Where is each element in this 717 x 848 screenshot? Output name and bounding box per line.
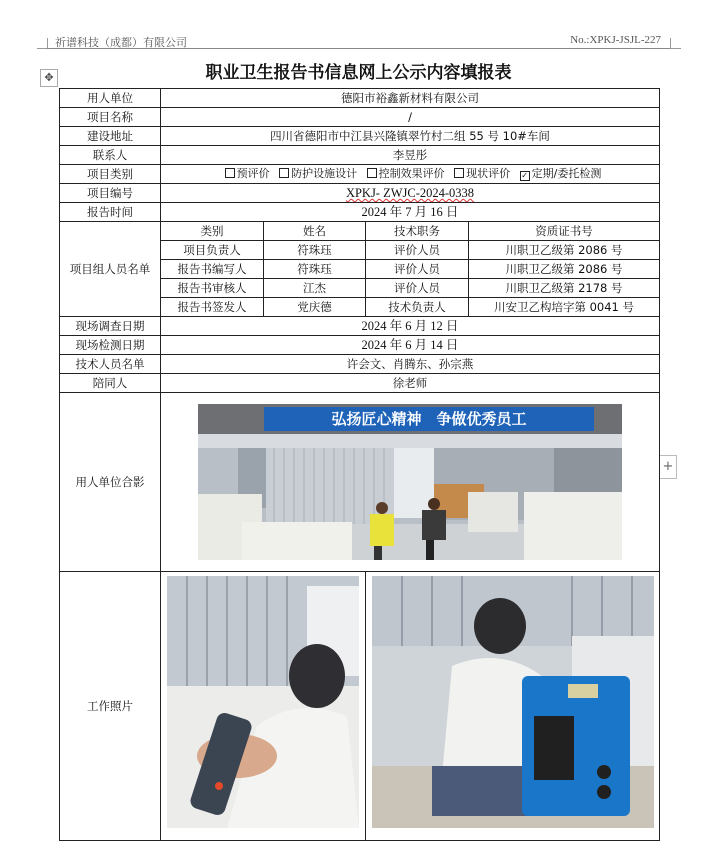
row-label: 现场调查日期: [60, 317, 161, 336]
member-name[interactable]: 江杰: [264, 279, 366, 298]
contact-value[interactable]: 李昱彤: [161, 146, 660, 165]
companion-value[interactable]: 徐老师: [161, 374, 660, 393]
option-label: 预评价: [236, 167, 270, 180]
checkbox-pre-evaluation[interactable]: [219, 167, 270, 180]
table-row: [60, 108, 660, 127]
member-title[interactable]: 技术负责人: [366, 298, 469, 317]
header-company: 祈谱科技（成都）有限公司: [55, 36, 187, 49]
column-header: 技术职务: [366, 222, 469, 241]
report-date-value[interactable]: 2024 年 7 月 16 日: [161, 203, 660, 222]
member-role: 报告书审核人: [161, 279, 264, 298]
checkbox-icon: [454, 168, 464, 178]
row-label: 现场检测日期: [60, 336, 161, 355]
survey-date-value[interactable]: 2024 年 6 月 12 日: [161, 317, 660, 336]
project-number-text: XPKJ- ZWJC-2024-0338: [345, 186, 475, 200]
member-cert[interactable]: 川安卫乙构培字第 0041 号: [469, 298, 660, 317]
row-label: 项目编号: [60, 184, 161, 203]
team-header-row: [60, 222, 660, 241]
row-label: 项目名称: [60, 108, 161, 127]
team-label: 项目组人员名单: [60, 222, 161, 317]
table-row: [60, 127, 660, 146]
member-role: 项目负责人: [161, 241, 264, 260]
group-photo-cell: [161, 393, 660, 572]
checkbox-protection-design[interactable]: [273, 167, 357, 180]
project-number-value[interactable]: [161, 184, 660, 203]
member-role: 报告书编写人: [161, 260, 264, 279]
page-corner-mark: [670, 38, 681, 49]
row-label: 联系人: [60, 146, 161, 165]
row-label: 建设地址: [60, 127, 161, 146]
group-photo-image[interactable]: [198, 404, 622, 560]
work-photo-row: [60, 572, 660, 841]
checkbox-checked-icon: ✓: [521, 171, 528, 180]
disclosure-form-table: [59, 88, 660, 841]
add-column-button[interactable]: +: [659, 455, 677, 479]
member-name[interactable]: 符珠珏: [264, 241, 366, 260]
table-row: [60, 355, 660, 374]
checkbox-icon: [225, 168, 235, 178]
table-row: [60, 336, 660, 355]
table-row: [60, 165, 660, 184]
member-title[interactable]: 评价人员: [366, 241, 469, 260]
member-cert[interactable]: 川职卫乙级第 2086 号: [469, 260, 660, 279]
member-name[interactable]: 符珠珏: [264, 260, 366, 279]
column-header: 资质证书号: [469, 222, 660, 241]
technicians-value[interactable]: 许会文、肖腾东、孙宗燕: [161, 355, 660, 374]
table-row: [60, 203, 660, 222]
checkbox-control-evaluation[interactable]: [361, 167, 445, 180]
table-row: [60, 184, 660, 203]
employer-value[interactable]: 德阳市裕鑫新材料有限公司: [161, 89, 660, 108]
table-row: [60, 374, 660, 393]
project-name-value[interactable]: /: [161, 108, 660, 127]
checkbox-periodic-testing[interactable]: [514, 167, 602, 180]
row-label: 工作照片: [60, 572, 161, 841]
table-row: [60, 146, 660, 165]
header-rule: [47, 48, 670, 49]
work-photo-1[interactable]: [167, 576, 359, 828]
checkbox-icon: [367, 168, 377, 178]
address-value[interactable]: 四川省德阳市中江县兴隆镇翠竹村二组 55 号 10#车间: [161, 127, 660, 146]
row-label: 陪同人: [60, 374, 161, 393]
member-title[interactable]: 评价人员: [366, 260, 469, 279]
banner-text: 弘扬匠心精神 争做优秀员工: [331, 410, 527, 428]
table-move-handle-icon[interactable]: ✥: [40, 69, 58, 87]
checkbox-status-evaluation[interactable]: [448, 167, 510, 180]
option-label: 控制效果评价: [378, 167, 445, 180]
row-label: 报告时间: [60, 203, 161, 222]
member-title[interactable]: 评价人员: [366, 279, 469, 298]
checkbox-icon: [279, 168, 289, 178]
row-label: 用人单位: [60, 89, 161, 108]
row-label: 技术人员名单: [60, 355, 161, 374]
member-cert[interactable]: 川职卫乙级第 2178 号: [469, 279, 660, 298]
row-label: 用人单位合影: [60, 393, 161, 572]
project-type-options: [161, 165, 660, 184]
work-photo-cell-1: [161, 572, 366, 841]
column-header: 姓名: [264, 222, 366, 241]
work-photo-2[interactable]: [372, 576, 654, 828]
table-row: [60, 89, 660, 108]
header-doc-number: No.:XPKJ-JSJL-227: [570, 34, 661, 46]
group-photo-row: [60, 393, 660, 572]
option-label: 现状评价: [466, 167, 511, 180]
row-label: 项目类别: [60, 165, 161, 184]
member-role: 报告书签发人: [161, 298, 264, 317]
option-label: 定期/委托检测: [531, 167, 602, 180]
option-label: 防护设施设计: [291, 167, 358, 180]
member-name[interactable]: 党庆德: [264, 298, 366, 317]
table-row: [60, 317, 660, 336]
column-header: 类别: [161, 222, 264, 241]
work-photo-cell-2: [366, 572, 660, 841]
test-date-value[interactable]: 2024 年 6 月 14 日: [161, 336, 660, 355]
page-title: 职业卫生报告书信息网上公示内容填报表: [205, 63, 512, 83]
member-cert[interactable]: 川职卫乙级第 2086 号: [469, 241, 660, 260]
